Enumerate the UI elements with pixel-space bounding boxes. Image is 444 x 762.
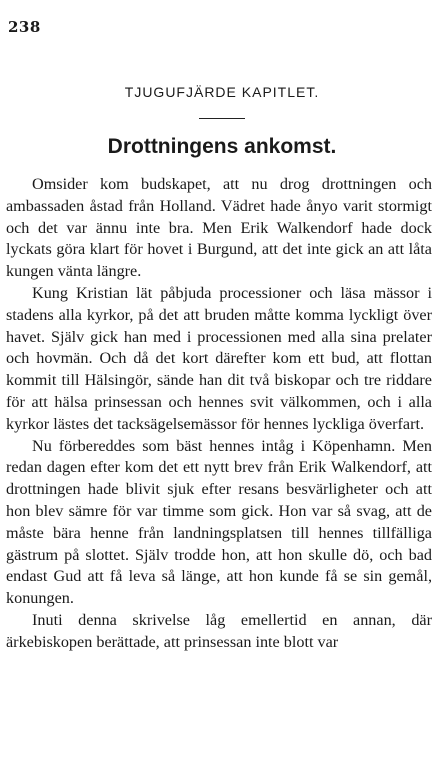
paragraph: Omsider kom budskapet, att nu drog drottningen och ambassaden åstad från Holland. Vädret hade ånyo varit stormigt och det var ännu inte bra. Men Erik Walkendorf hade dock lyckats göra klart för hovet i Burgund, att det inte gick an att låta kungen vänta längre. xyxy=(6,175,432,281)
paragraph: Inuti denna skrivelse låg emellertid en annan, där ärkebiskopen berättade, att prinsessan inte blott var xyxy=(6,610,432,651)
section-title: Drottningens ankomst. xyxy=(107,135,337,158)
chapter-heading: TJUGUFJÄRDE KAPITLET. xyxy=(124,84,320,100)
body-text xyxy=(6,174,432,654)
page-number: 238 xyxy=(8,18,41,36)
paragraph: Nu förbereddes som bäst hennes intåg i Köpenhamn. Men redan dagen efter kom det ett nytt brev från Erik Walkendorf, att drottningen hade blivit sjuk efter resans besvärligheter och att hon blev sämre för var timme som gick. Hon var så svag, att de måste bära henne från landningsplatsen till hennes tillfälliga gästrum på slottet. Själv trodde hon, att hon skulle dö, och bad endast Gud att få leva så länge, att hon kunde få se sin gemål, konungen. xyxy=(6,436,432,608)
heading-divider xyxy=(199,118,245,119)
paragraph: Kung Kristian lät påbjuda processioner och läsa mässor i stadens alla kyrkor, på det att bruden måtte komma lyckligt över havet. Själv gick han med i processionen med alla sina prelater och hovmän. Och då det kort därefter kom ett bud, att flottan kommit till Hälsingör, sände han dit två biskopar och tre riddare för att hälsa prinsessan och hennes svit välkommen, och i alla kyrkor lästes det tacksägelsemässor för hennes lyckliga överfart. xyxy=(6,283,432,433)
